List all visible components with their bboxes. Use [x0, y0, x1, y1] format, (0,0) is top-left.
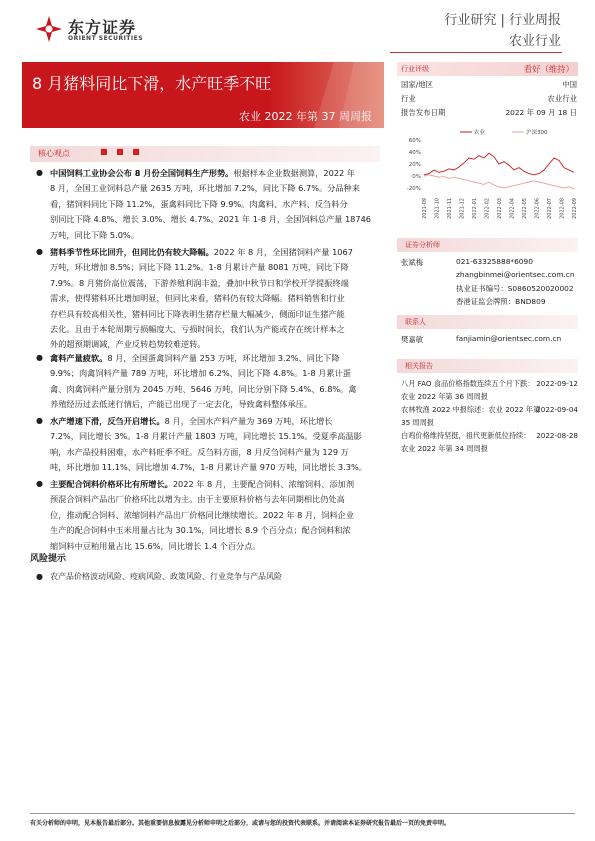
info-value: 农业行业: [547, 94, 577, 103]
contact-header: [397, 315, 578, 329]
related-report-title: 八月 FAO 食品价格指数连续五个月下跌：: [401, 379, 535, 388]
analyst-hk-license: 香港证监会牌照：BND809: [456, 297, 546, 306]
footer-disclaimer: 有关分析师的申明，见本报告最后部分。其他重要信息披露见分析师申明之后部分，或请与您的投资代表联系。并请阅读本证券研究报告最后一页的免责申明。: [30, 820, 451, 827]
related-report-title-cont: 农业 2022 年第 36 周周报: [401, 392, 488, 401]
paragraph-line: 别同比下降 4.8%、增长 3.0%、增长 4.7%。2021 年 1-8 月，全国饲料总产量 18746: [50, 214, 372, 225]
core-viewpoint-paragraph: [50, 166, 380, 243]
y-tick-label: 60%: [408, 138, 421, 144]
paragraph-lead: 主要配合饲料价格环比有所增长。: [50, 479, 173, 489]
paragraph-line: 响，水产品投料困难，水产料旺季不旺。反刍料方面，8 月反刍饲料产量为 129 万: [50, 446, 349, 457]
report-category: 行业研究 | 行业周报: [444, 13, 561, 28]
industry-rating-bar: [397, 62, 578, 76]
related-report-date: 2022-08-28: [536, 431, 578, 440]
x-tick-label: 2022-04: [509, 198, 516, 219]
report-subtitle: 农业 2022 年第 37 周周报: [239, 110, 372, 123]
x-tick-label: 2021-09: [422, 198, 428, 219]
related-report-date: 2022-09-12: [536, 379, 578, 388]
series-line: [424, 153, 574, 175]
bullet-dot-icon: ●: [36, 353, 43, 362]
paragraph-line: 8 月，全国水产料产量为 369 万吨，环比增长: [164, 416, 333, 426]
contact-email[interactable]: fanjiamin@orientsec.com.cn: [456, 334, 562, 343]
paragraph-line: 存栏具有较高相关性，猪料同比下降表明生猪存栏量大幅减少，侧面印证生猪产能: [50, 308, 345, 319]
contact-label: 联系人: [405, 318, 426, 326]
related-report-title-cont: 35 周周报: [401, 418, 434, 427]
paragraph-line: 8 月，全国工业饲料总产量 2635 万吨，环比增加 7.2%，同比下降 6.7%。分品种来: [50, 183, 360, 194]
bullet-dot-icon: ●: [36, 479, 43, 488]
x-tick-label: 2022-07: [547, 198, 553, 219]
related-report-title: 农林牧渔 2022 中报综述：农业 2022 年第: [401, 405, 541, 414]
paragraph-line: 预混合饲料产品出厂价格环比以增为主。由于主要原料价格与去年同期相比仍处高: [50, 494, 345, 505]
paragraph-line: 7.2%，同比增长 3%。1-8 月累计产量 1803 万吨，同比增长 15.1%。受夏季高温影: [50, 431, 362, 442]
related-reports-label: 相关报告: [405, 362, 433, 370]
report-industry: 农业行业: [508, 34, 561, 49]
paragraph-line: 位，推动配合饲料、浓缩饲料产品出厂价格同比继续增长。2022 年 8 月，饲料企业: [50, 509, 355, 520]
x-tick-label: 2022-03: [497, 198, 503, 219]
bullet-dot-icon: ●: [36, 572, 43, 581]
brand-name-en: ORIENT SECURITIES: [68, 35, 144, 42]
series-line: [424, 175, 574, 189]
core-viewpoint-header: [30, 146, 380, 162]
analyst-name: 张斌梅: [401, 258, 424, 267]
related-report-item[interactable]: [401, 379, 578, 405]
info-key: 行业: [401, 94, 416, 103]
x-tick-label: 2022-09: [572, 198, 578, 219]
paragraph-line: 7.9%。8 月猪价高位震荡，下游养殖利润丰盈，叠加中秋节日和学校开学提振终端: [50, 277, 349, 288]
x-tick-label: 2022-08: [559, 198, 566, 219]
analyst-email[interactable]: zhangbinmei@orientsec.com.cn: [456, 270, 575, 279]
y-tick-label: -20%: [406, 186, 421, 192]
paragraph-line: 去化。且由于本轮周期亏损幅度大、亏损时间长，我们认为产能或存在统计样本之: [50, 324, 345, 335]
related-report-item[interactable]: [401, 405, 578, 431]
legend-label: 农业: [474, 130, 486, 136]
paragraph-line: 根据样本企业数据测算，2022 年: [233, 168, 356, 178]
related-reports-header: [397, 359, 578, 373]
paragraph-lead: 禽料产量疲软。: [50, 353, 108, 363]
bullet-dot-icon: ●: [36, 247, 43, 256]
rating-label: 行业评级: [401, 65, 429, 73]
paragraph-line: 8 月，全国蛋禽饲料产量 253 万吨，环比增加 3.2%、同比下降: [107, 353, 340, 363]
performance-chart: [398, 128, 578, 230]
footer-divider: [30, 813, 575, 814]
bullet-dot-icon: ●: [36, 416, 43, 425]
paragraph-line: 缩饲料中豆粕用量占比 15.6%，同比增长 1.4 个百分点。: [50, 540, 261, 551]
company-logo: [34, 14, 164, 48]
paragraph-line: 2022 年 8 月，全国猪饲料产量 1067: [213, 247, 353, 257]
related-report-item[interactable]: [401, 431, 578, 457]
related-report-date: 2022-09-04: [536, 405, 578, 414]
paragraph-line: 吨，环比增加 11.1%、同比增加 4.7%，1-8 月累计产量 970 万吨，同比增长 3.3%。: [50, 462, 367, 473]
risk-title: 风险提示: [30, 554, 67, 564]
paragraph-line: 外的超预期调减，产业反转趋势较难逆转。: [50, 339, 206, 350]
paragraph-lead: 水产增速下滑，反刍开启增长。: [50, 416, 165, 426]
x-tick-label: 2021-11: [447, 198, 453, 219]
core-viewpoint-paragraph: [50, 245, 380, 353]
legend-label: 沪深300: [526, 130, 548, 136]
core-viewpoint-paragraph: [50, 477, 380, 554]
info-key: 报告发布日期: [401, 108, 446, 117]
core-viewpoint-paragraph: [50, 351, 380, 413]
paragraph-line: 养殖经历过去低迷行情后，产能已出现了一定去化，导致禽料整体承压。: [50, 399, 313, 410]
x-tick-label: 2022-02: [484, 198, 491, 219]
core-viewpoint-label: 核心观点: [38, 149, 70, 158]
y-tick-label: 40%: [408, 150, 421, 156]
report-title: 8 月猪料同比下滑，水产旺季不旺: [32, 74, 272, 93]
x-tick-label: 2022-01: [472, 198, 478, 219]
brand-name-cn: 东方证券: [68, 18, 137, 37]
paragraph-line: 看，猪饲料同比下降 11.2%，蛋禽料同比下降 9.9%。肉禽料、水产料、反刍料分: [50, 198, 348, 209]
analyst-label: 证券分析师: [405, 241, 440, 249]
paragraph-line: 万吨，环比增加 8.5%；同比下降 11.2%。1-8 月累计产量 8081 万吨，同比下降: [50, 262, 349, 273]
logo-mark-icon: [34, 14, 64, 44]
x-tick-label: 2022-05: [522, 198, 528, 219]
header-divider: [390, 52, 562, 53]
analyst-license: 执业证书编号：S0860520020002: [456, 284, 574, 293]
title-banner: [22, 62, 384, 128]
related-report-title: 白鸡价格维持坚挺，祖代更新低位持续：: [401, 431, 531, 440]
contact-name: 樊嘉敏: [401, 335, 424, 344]
analyst-phone: 021-63325888*6090: [456, 257, 533, 266]
analyst-header: [397, 238, 578, 252]
paragraph-line: 万吨，同比下降 5.0%。: [50, 229, 139, 240]
paragraph-line: 生产的配合饲料中玉米用量占比为 30.1%，同比增长 8.9 个百分点；配合饲料和浓: [50, 525, 351, 536]
x-tick-label: 2022-06: [534, 198, 541, 219]
paragraph-lead: 猪料季节性环比回升，但同比仍有较大降幅。: [50, 247, 214, 257]
paragraph-lead: 中国饲料工业协会公布 8 月份全国饲料生产形势。: [50, 168, 234, 178]
paragraph-line: 9.9%；肉禽饲料产量 789 万吨，环比增加 6.2%、同比下降 4.8%。1-8 月累计蛋: [50, 368, 351, 379]
related-report-title-cont: 农业 2022 年第 34 周周报: [401, 444, 488, 453]
paragraph-line: 需求，使得猪料环比增加明显，但同比来看，猪料仍有较大降幅。猪料销售和行业: [50, 293, 345, 304]
x-tick-label: 2021-10: [434, 198, 441, 219]
y-tick-label: 20%: [408, 162, 421, 168]
paragraph-line: 禽、肉禽饲料产量分别为 2045 万吨、5646 万吨，同比分别下降 5.4%、6.8%。禽: [50, 383, 357, 394]
info-key: 国家/地区: [401, 80, 434, 89]
banner-decoration-icon: [314, 62, 384, 128]
rating-value: 看好（维持）: [523, 64, 574, 74]
x-tick-label: 2021-12: [459, 198, 466, 219]
info-value: 2022 年 09 月 18 日: [505, 108, 577, 117]
risk-text: 农产品价格波动风险、疫病风险、政策风险、行业竞争与产品风险: [50, 572, 282, 581]
info-value: 中国: [562, 80, 577, 89]
dots-decoration-icon: ■ ■ ■: [100, 147, 143, 156]
y-tick-label: 0%: [412, 174, 421, 180]
bullet-dot-icon: ●: [36, 168, 43, 177]
paragraph-line: 2022 年 8 月，主要配合饲料、浓缩饲料、添加剂: [172, 479, 355, 489]
core-viewpoint-paragraph: [50, 414, 380, 476]
